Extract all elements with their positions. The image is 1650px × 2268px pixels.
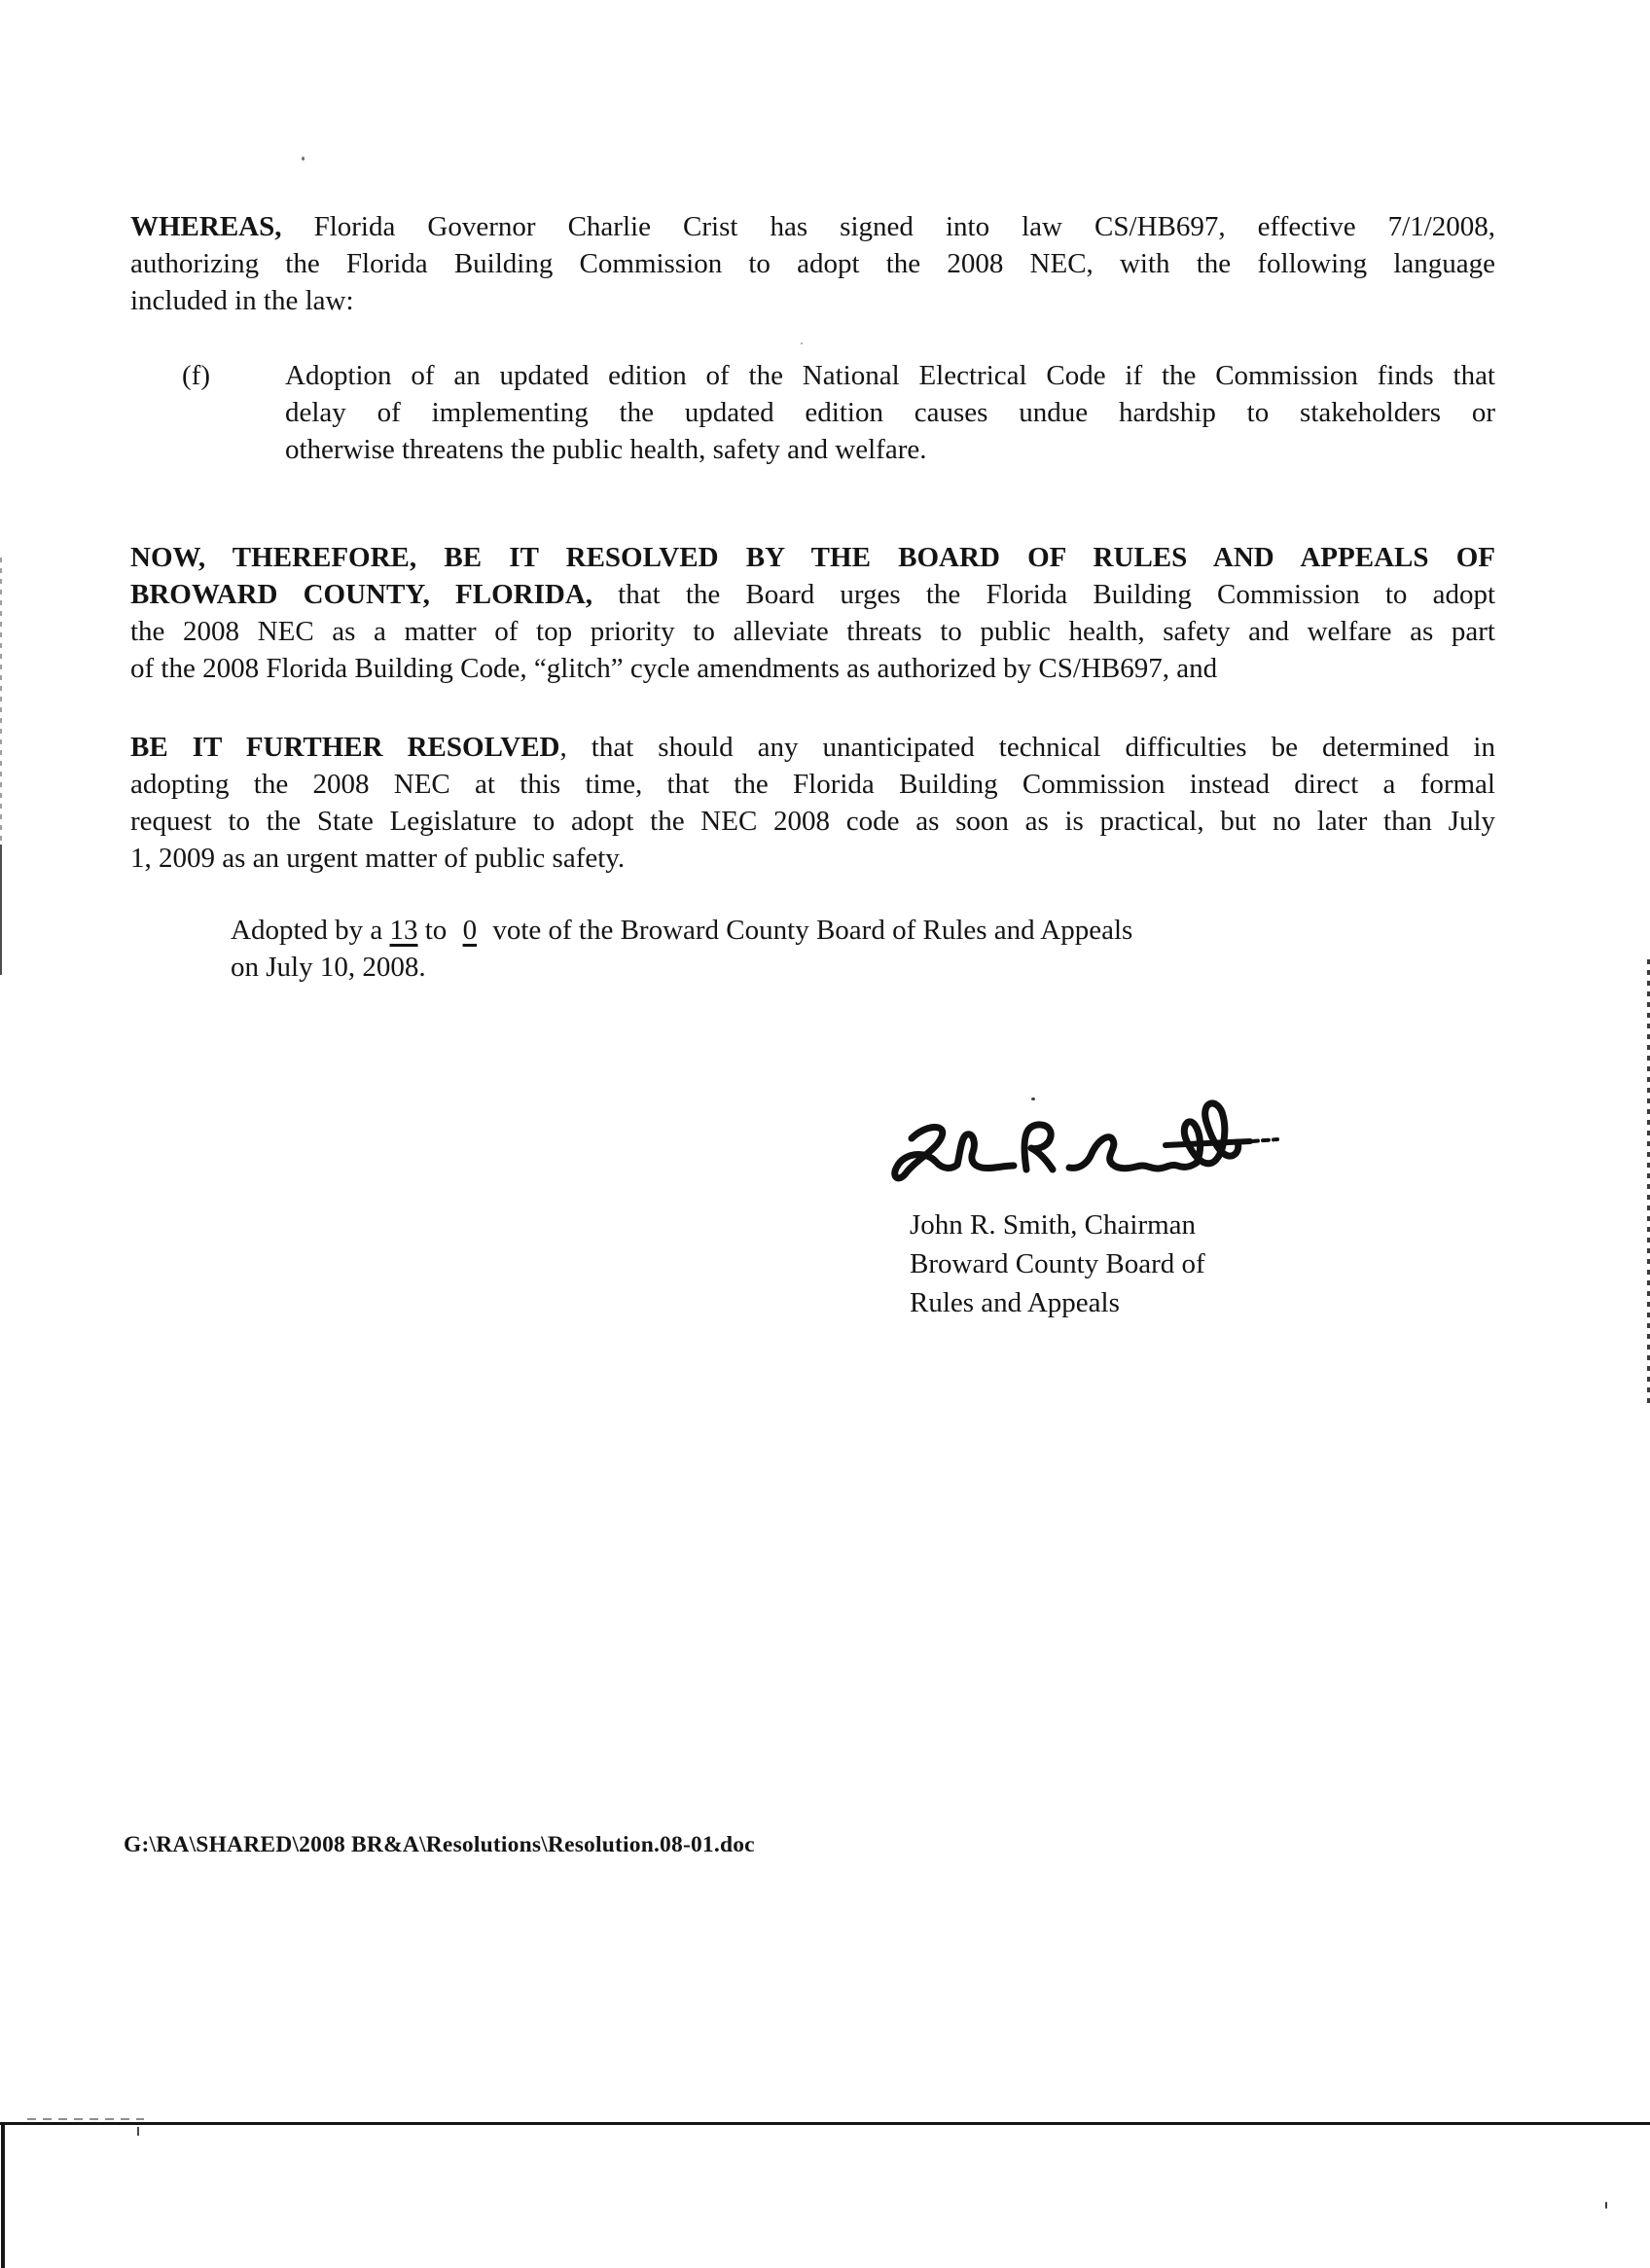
paragraph-whereas: WHEREAS, Florida Governor Charlie Crist has signed into law CS/HB697, effective 7/1/2008, authorizing the Florida Building Commission to adopt the 2008 NEC, with the following language included in the law: bbox=[130, 211, 1495, 316]
scan-artifact-bottom-rule-lead bbox=[27, 2118, 144, 2120]
signatory-name-title: John R. Smith, Chairman bbox=[910, 1209, 1197, 1241]
signature-scrawl bbox=[890, 1086, 1281, 1203]
signatory-org-line2: Rules and Appeals bbox=[910, 1287, 1120, 1318]
scan-speck bbox=[1605, 2202, 1607, 2209]
scan-speck bbox=[302, 157, 305, 161]
scan-speck bbox=[801, 342, 803, 344]
scan-artifact-bottom-rule bbox=[0, 2122, 1650, 2125]
scan-artifact-corner-vertical bbox=[1, 2122, 5, 2268]
signatory-block bbox=[910, 1206, 1205, 1322]
clause-f bbox=[130, 357, 1495, 468]
scan-artifact-left-edge-dashes bbox=[0, 558, 2, 845]
adoption-statement: Adopted by a 13 to 0 vote of the Broward County Board of Rules and Appeals on July 10, 2008. bbox=[231, 915, 1133, 983]
signatory-org-line1: Broward County Board of bbox=[910, 1248, 1205, 1279]
paragraph-further-resolved: BE IT FURTHER RESOLVED, that should any unanticipated technical difficulties be determined in adopting the 2008 NEC at this time, that the Florida Building Commission instead direct a formal request to the State Legislature to adopt the NEC 2008 code as soon as is practical, but no later than July 1, 2009 as an urgent matter of public safety. bbox=[130, 732, 1495, 874]
paragraph-now-therefore: NOW, THEREFORE, BE IT RESOLVED BY THE BOARD OF RULES AND APPEALS OF BROWARD COUNTY, FLORIDA, that the Board urges the Florida Building Commission to adopt the 2008 NEC as a matter of top priority to alleviate threats to public health, safety and welfare as part of the 2008 Florida Building Code, “glitch” cycle amendments as authorized by CS/HB697, and bbox=[130, 542, 1495, 684]
scan-artifact-left-edge-line bbox=[0, 845, 2, 975]
clause-f-label: (f) bbox=[182, 360, 210, 391]
file-path-footer: G:\RA\SHARED\2008 BR&A\Resolutions\Resolution.08-01.doc bbox=[124, 1832, 755, 1857]
scan-artifact-bottom-tick bbox=[137, 2127, 139, 2136]
clause-f-body: Adoption of an updated edition of the National Electrical Code if the Commission finds that delay of implementing the updated edition causes undue hardship to stakeholders or otherwise threatens the public health, safety and welfare. bbox=[285, 360, 1495, 465]
